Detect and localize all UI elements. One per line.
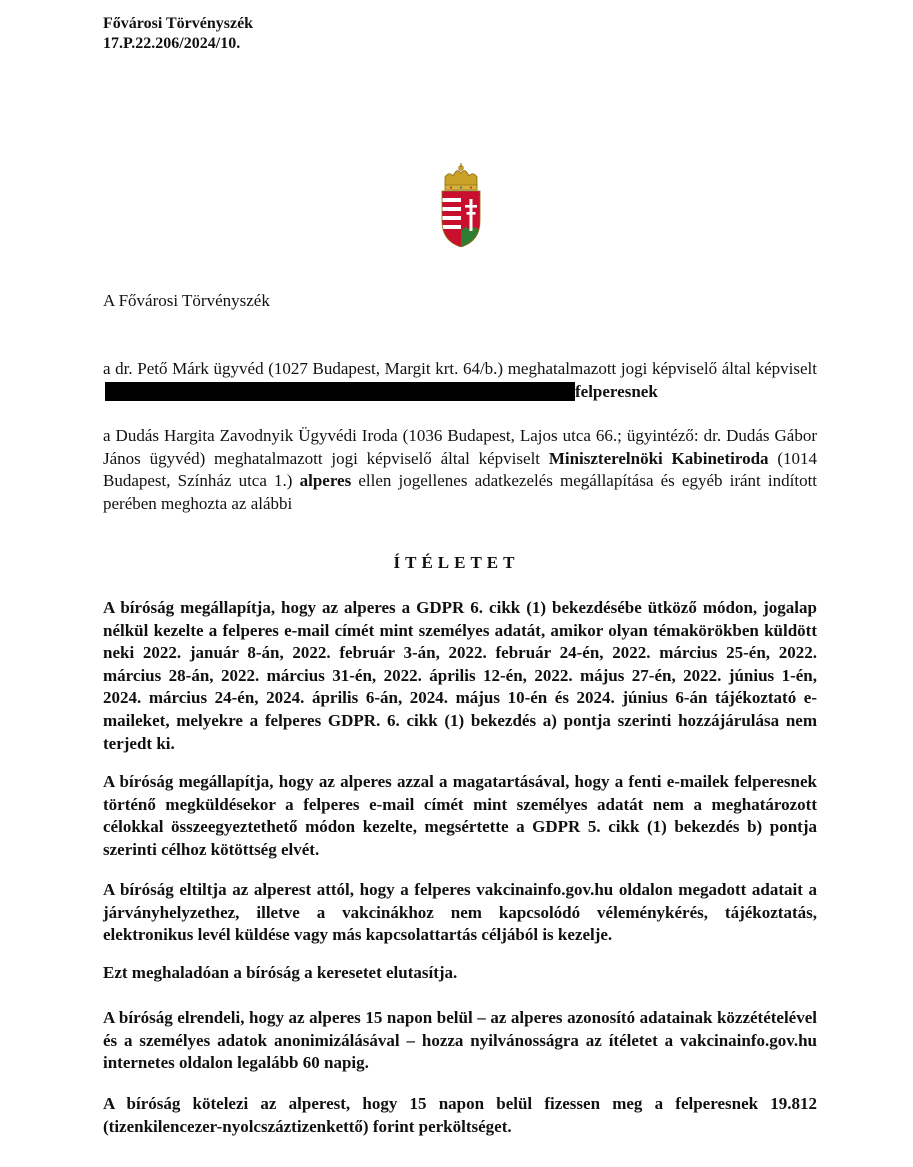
document-header — [103, 14, 253, 54]
plaintiff-role: felperesnek — [575, 381, 658, 401]
defendant-address: (1014 Budapest, Színház utca 1.) — [103, 448, 818, 491]
court-name: A Fővárosi Törvényszék — [103, 291, 270, 310]
verdict-paragraph: A bíróság eltiltja az alperest attól, hogy a felperes vakcinainfo.gov.hu oldalon megadott adatait a járványhelyzethez, illetve a vakcinákhoz nem kapcsolódó véleménykérés, tájékoztatás, elektronikus levél küldése vagy más kapcsolattartás céljából is kezelje. — [103, 880, 817, 945]
header-court: Fővárosi Törvényszék — [103, 15, 254, 32]
verdict-paragraph: A bíróság megállapítja, hogy az alperes a GDPR 6. cikk (1) bekezdésébe ütköző módon, jogalap nélkül kezelte a felperes e-mail címét mint személyes adatát, amikor olyan témakörökben küldött neki 2022. január 8-án, 2022. február 3-án, 2022. február 24-én, 2022. március 25-én, 2022. március 28-án, 2022. március 31-én, 2022. április 12-én, 2022. május 27-én, 2022. június 1-én, 2024. március 24-én, 2024. április 6-án, 2024. május 10-én és 2024. június 6-án tájékoztató e-maileket, melyekre a felperes GDPR. 6. cikk (1) bekezdés a) pontja szerinti hozzájárulása nem terjedt ki. — [103, 598, 817, 753]
defendant-text: a Dudás Hargita Zavodnyik Ügyvédi Iroda (1036 Budapest, Lajos utca 66.; ügyintéző: dr. Dudás Gábor János ügyvéd) meghatalmazott jogi képviselő által képviselt — [103, 426, 817, 468]
defendant-role: alperes — [299, 471, 352, 491]
plaintiff-text: a dr. Pető Márk ügyvéd (1027 Budapest, Margit krt. 64/b.) meghatalmazott jogi képviselő által képviselt — [103, 359, 817, 378]
plaintiff-paragraph — [103, 358, 817, 403]
case-number: 17.P.22.206/2024/10. — [103, 35, 241, 52]
defendant-name: Miniszterelnöki Kabinetiroda — [548, 448, 769, 468]
judgment-title: ÍTÉLETET — [393, 553, 520, 572]
defendant-paragraph — [103, 425, 817, 515]
verdict-paragraph: A bíróság kötelezi az alperest, hogy 15 napon belül fizessen meg a felperesnek 19.812 (tizenkilencezer-nyolcszáztizenkettő) forint perköltséget. — [103, 1094, 817, 1136]
defendant-suffix: ellen jogellenes adatkezelés megállapítása és egyéb iránt indított perében meghozta az alábbi — [103, 471, 818, 513]
hungarian-coat-of-arms-icon — [441, 163, 481, 247]
redacted-block — [105, 382, 575, 401]
verdict-paragraph: A bíróság elrendeli, hogy az alperes 15 napon belül – az alperes azonosító adatainak közzétételével és a személyes adatok anonimizálásával – hozza nyilvánosságra az ítéletet a vakcinainfo.gov.hu internetes oldalon legalább 60 napig. — [103, 1008, 817, 1073]
verdict-paragraph: Ezt meghaladóan a bíróság a keresetet elutasítja. — [103, 963, 458, 982]
verdict-paragraph: A bíróság megállapítja, hogy az alperes azzal a magatartásával, hogy a fenti e-mailek felperesnek történő megküldésekor a felperes e-mail címét mint személyes adatát nem a meghatározott célokkal összeegyeztethető módon kezelte, megsértette a GDPR 5. cikk (1) bekezdés b) pontja szerinti célhoz kötöttség elvét. — [103, 772, 817, 859]
